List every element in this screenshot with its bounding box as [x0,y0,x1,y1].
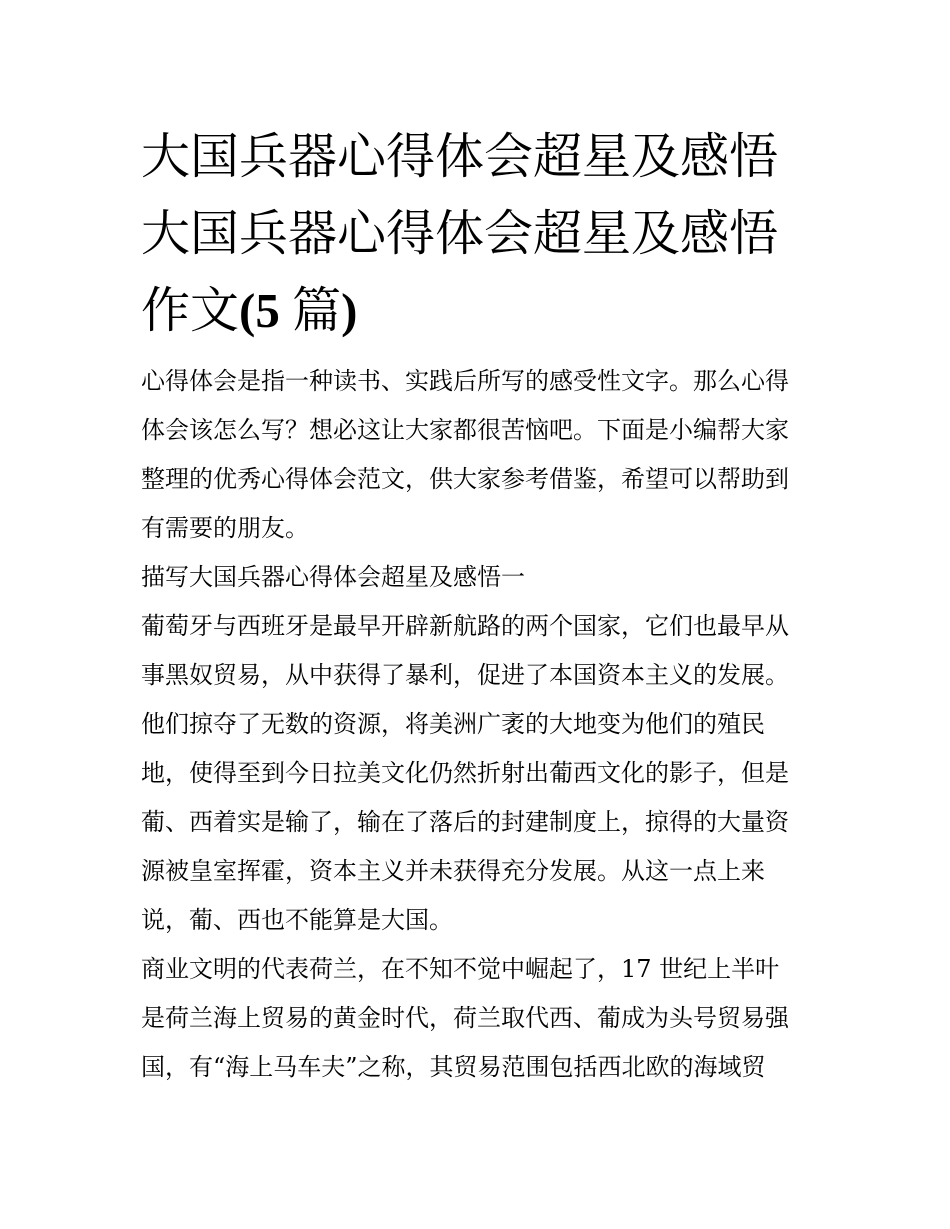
text-line: 源被皇室挥霍，资本主义并未获得充分发展。从这一点上来 [141,857,765,885]
title-line-3 [141,272,841,349]
text-line: 是荷兰海上贸易的黄金时代，荷兰取代西、葡成为头号贸易强 [141,1004,789,1032]
text-line: 他们掠夺了无数的资源，将美洲广袤的大地变为他们的殖民 [141,710,765,738]
title-line-1: 大国兵器心得体会超星及感悟 [141,128,779,185]
text-line: 商业文明的代表荷兰，在不知不觉中崛起了，17 世纪上半叶 [141,955,780,983]
section-heading [141,553,813,602]
title-line-3-unit: 篇 [292,282,342,339]
title-line-3-count: (5 [239,283,293,338]
title-line-3-prefix: 作文 [141,282,240,339]
text-line: 葡、西着实是输了，输在了落后的封建制度上，掠得的大量资 [141,808,789,836]
text-line: 事黑奴贸易，从中获得了暴利，促进了本国资本主义的发展。 [141,661,789,689]
text-line: 整理的优秀心得体会范文，供大家参考借鉴，希望可以帮助到 [141,465,789,493]
text-line: 心得体会是指一种读书、实践后所写的感受性文字。那么心得 [141,367,789,395]
document-title [141,118,841,349]
text-line: 描写大国兵器心得体会超星及感悟一 [141,563,525,591]
document-body [141,357,813,1092]
text-line: 地，使得至到今日拉美文化仍然折射出葡西文化的影子，但是 [141,759,789,787]
paragraph-intro [141,357,813,553]
text-line: 有需要的朋友。 [141,514,309,542]
title-line-2: 大国兵器心得体会超星及感悟 [141,205,779,262]
text-line: 说，葡、西也不能算是大国。 [141,906,453,934]
paragraph-portugal-spain [141,602,813,945]
text-line: 国，有“海上马车夫”之称，其贸易范围包括西北欧的海域贸 [141,1053,766,1081]
title-line-3-close: ) [341,283,358,338]
paragraph-netherlands [141,945,813,1092]
text-line: 葡萄牙与西班牙是最早开辟新航路的两个国家，它们也最早从 [141,612,789,640]
text-line: 体会该怎么写？想必这让大家都很苦恼吧。下面是小编帮大家 [141,416,789,444]
